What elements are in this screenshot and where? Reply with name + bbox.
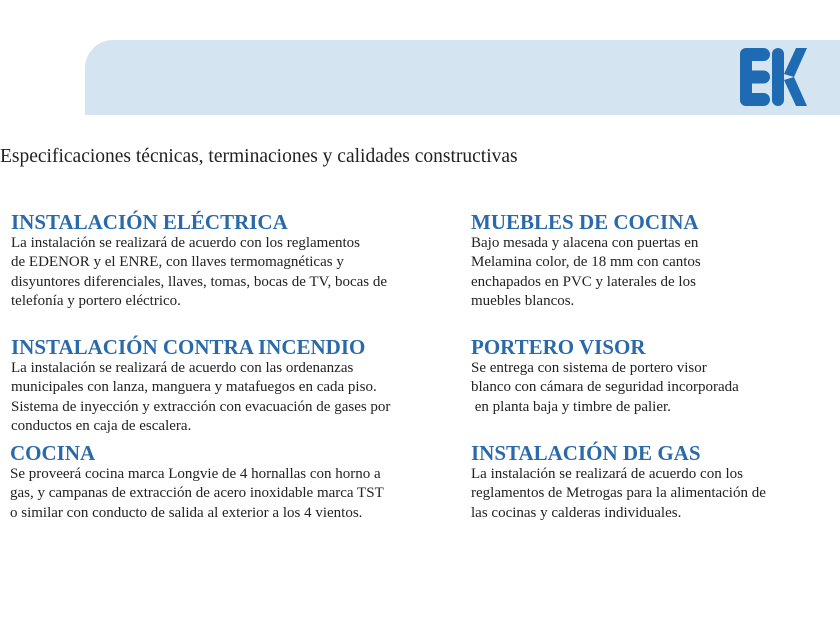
- section-body: [11, 359, 390, 436]
- section-title: MUEBLES DE COCINA: [471, 210, 699, 234]
- body-line: Bajo mesada y alacena con puertas en: [471, 235, 699, 251]
- body-line: La instalación se realizará de acuerdo con las ordenanzas: [11, 360, 354, 376]
- body-line: Sistema de inyección y extracción con evacuación de gases por: [11, 398, 391, 415]
- section-title: COCINA: [10, 441, 96, 465]
- section-body: [11, 234, 387, 311]
- body-line: Se entrega con sistema de portero visor: [471, 360, 707, 376]
- section-cocina: [10, 441, 384, 523]
- section-muebles-de-cocina: [471, 210, 701, 311]
- body-line: disyuntores diferenciales, llaves, tomas, bocas de TV, bocas de: [11, 273, 388, 290]
- body-line: conductos en caja de escalera.: [11, 417, 192, 434]
- body-line: telefonía y portero eléctrico.: [11, 292, 181, 309]
- section-body: [10, 465, 384, 523]
- page-title: Especificaciones técnicas, terminaciones y calidades constructivas: [0, 146, 518, 167]
- body-line: muebles blancos.: [471, 292, 575, 309]
- body-line: blanco con cámara de seguridad incorporada: [471, 379, 739, 396]
- section-body: [471, 234, 701, 311]
- section-instalacion-de-gas: [471, 441, 766, 523]
- section-title: INSTALACIÓN CONTRA INCENDIO: [11, 335, 366, 359]
- section-portero-visor: [471, 335, 739, 417]
- section-body: [471, 465, 766, 523]
- body-line: enchapados en PVC y laterales de los: [471, 273, 696, 290]
- header-band: [85, 40, 840, 115]
- section-title: PORTERO VISOR: [471, 335, 646, 359]
- body-line: en planta baja y timbre de palier.: [471, 398, 671, 415]
- ek-logo-icon: [738, 45, 808, 109]
- body-line: de EDENOR y el ENRE, con llaves termomagnéticas y: [11, 254, 344, 271]
- body-line: gas, y campanas de extracción de acero inoxidable marca TST: [10, 485, 384, 502]
- section-instalacion-contra-incendio: [11, 335, 390, 436]
- section-title: INSTALACIÓN DE GAS: [471, 441, 701, 465]
- body-line: o similar con conducto de salida al exterior a los 4 vientos.: [10, 504, 363, 521]
- body-line: las cocinas y calderas individuales.: [471, 504, 682, 521]
- section-title: INSTALACIÓN ELÉCTRICA: [11, 210, 288, 234]
- body-line: Se proveerá cocina marca Longvie de 4 hornallas con horno a: [10, 466, 381, 482]
- body-line: municipales con lanza, manguera y matafuegos en cada piso.: [11, 379, 377, 396]
- section-instalacion-electrica: [11, 210, 387, 311]
- body-line: reglamentos de Metrogas para la alimentación de: [471, 485, 766, 502]
- body-line: La instalación se realizará de acuerdo con los: [471, 466, 743, 482]
- body-line: La instalación se realizará de acuerdo con los reglamentos: [11, 235, 361, 251]
- body-line: Melamina color, de 18 mm con cantos: [471, 254, 701, 271]
- section-body: [471, 359, 739, 417]
